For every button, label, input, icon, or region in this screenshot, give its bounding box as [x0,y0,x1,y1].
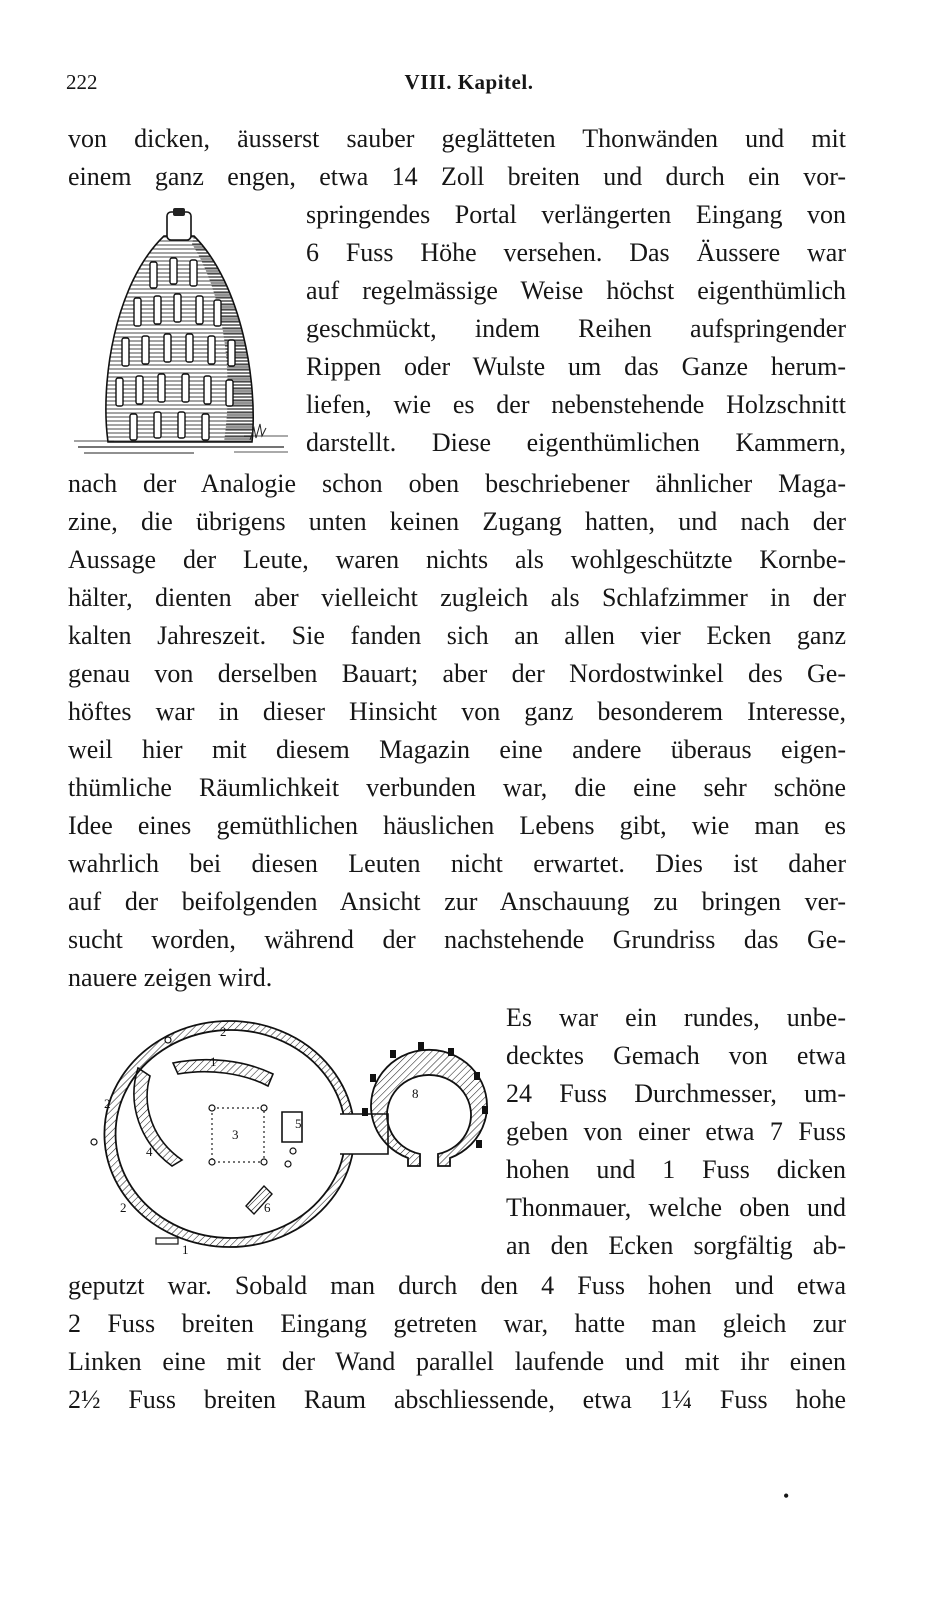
ink-speck: • [783,1486,790,1506]
plan-label: 2 [120,1200,127,1215]
floor-plan-figure [78,1016,492,1264]
text-line: an den Ecken sorgfältig ab- [506,1231,846,1260]
text-line: 2 Fuss breiten Eingang getreten war, hatte man gleich zur [68,1309,846,1338]
text-line: auf regelmässige Weise höchst eigenthümlich [306,276,846,305]
plan-label: 8 [412,1086,419,1101]
text-line: hälter, dienten aber vielleicht zugleich als Schlafzimmer in der [68,583,846,612]
text-line: auf der beifolgenden Ansicht zur Anschauung zu bringen ver- [68,887,846,916]
plan-label: 2 [220,1024,227,1039]
plan-label: 1 [182,1242,189,1257]
plan-label: 5 [295,1116,302,1131]
text-line: Linken eine mit der Wand parallel laufende und mit ihr einen [68,1347,846,1376]
text-line: kalten Jahreszeit. Sie fanden sich an allen vier Ecken ganz [68,621,846,650]
text-line: von dicken, äusserst sauber geglätteten Thonwänden und mit [68,124,846,153]
plan-label: 1 [210,1054,217,1069]
text-line: Idee eines gemüthlichen häuslichen Lebens gibt, wie man es [68,811,846,840]
text-line: hohen und 1 Fuss dicken [506,1155,846,1184]
text-line: 2½ Fuss breiten Raum abschliessende, etwa 1¼ Fuss hohe [68,1385,846,1414]
text-line: thümliche Räumlichkeit verbunden war, die eine sehr schöne [68,773,846,802]
text-line: liefen, wie es der nebenstehende Holzschnitt [306,390,846,419]
text-line: decktes Gemach von etwa [506,1041,846,1070]
text-line: wahrlich bei diesen Leuten nicht erwartet. Dies ist daher [68,849,846,878]
granary-woodcut [74,204,290,460]
text-line: nauere zeigen wird. [68,963,273,992]
plan-label: 3 [232,1127,239,1142]
text-line: genau von derselben Bauart; aber der Nordostwinkel des Ge- [68,659,846,688]
text-line: Rippen oder Wulste um das Ganze herum- [306,352,846,381]
text-line: Aussage der Leute, waren nichts als wohlgeschützte Kornbe- [68,545,846,574]
text-line: weil hier mit diesem Magazin eine andere überaus eigen- [68,735,846,764]
text-line: geputzt war. Sobald man durch den 4 Fuss hohen und etwa [68,1271,846,1300]
text-line: springendes Portal verlängerten Eingang von [306,200,846,229]
text-line: darstellt. Diese eigenthümlichen Kammern, [306,428,846,457]
plan-label: 2 [104,1096,111,1111]
text-line: geschmückt, indem Reihen aufspringender [306,314,846,343]
text-line: nach der Analogie schon oben beschriebener ähnlicher Maga- [68,469,846,498]
text-line: Thonmauer, welche oben und [506,1193,846,1222]
page-number: 222 [66,70,98,94]
plan-label: 4 [146,1144,153,1159]
running-title: VIII. Kapitel. [404,70,534,94]
text-line: geben von einer etwa 7 Fuss [506,1117,846,1146]
text-line: Es war ein rundes, unbe- [506,1003,846,1032]
text-line: einem ganz engen, etwa 14 Zoll breiten und durch ein vor- [68,162,846,191]
plan-label: 6 [264,1200,271,1215]
text-line: 6 Fuss Höhe versehen. Das Äussere war [306,238,846,267]
text-line: sucht worden, während der nachstehende Grundriss das Ge- [68,925,846,954]
text-line: 24 Fuss Durchmesser, um- [506,1079,846,1108]
text-line: zine, die übrigens unten keinen Zugang hatten, und nach der [68,507,846,536]
text-line: höftes war in dieser Hinsicht von ganz besonderem Interesse, [68,697,846,726]
